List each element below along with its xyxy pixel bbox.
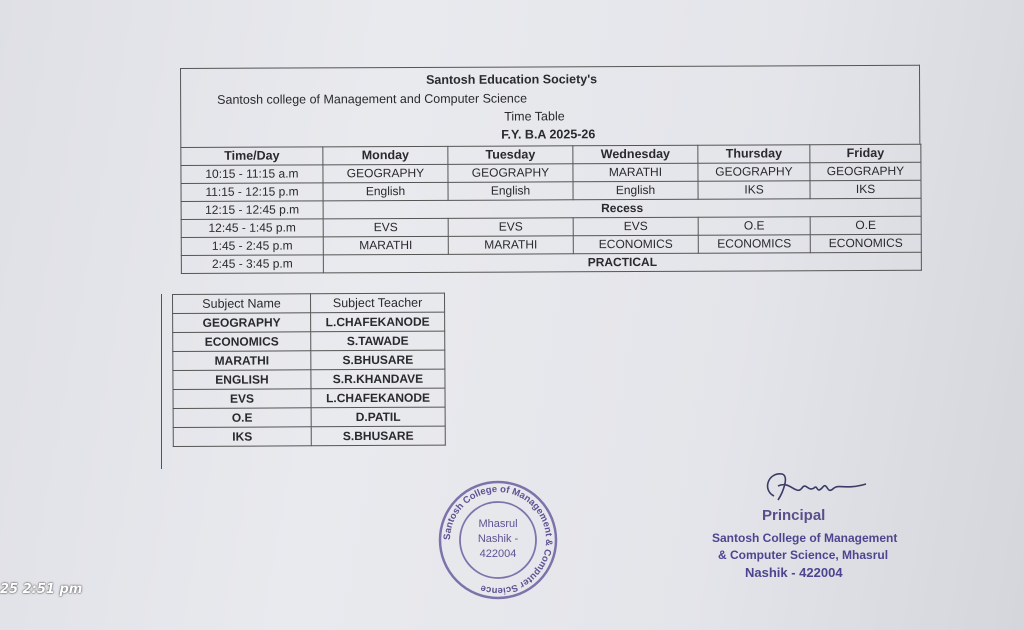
subject-cell: GEOGRAPHY	[448, 164, 573, 183]
society-name: Santosh Education Society's	[426, 72, 598, 87]
principal-signature	[760, 466, 880, 508]
teacher-name-cell: D.PATIL	[311, 407, 445, 427]
subject-cell: ECONOMICS	[573, 235, 698, 254]
time-cell: 12:15 - 12:45 p.m	[181, 201, 323, 220]
time-cell: 2:45 - 3:45 p.m	[181, 255, 323, 274]
table-row	[173, 369, 445, 389]
seal-center-line-1: Mhasrul	[478, 518, 518, 530]
seal-center-line-2: Nashik -	[477, 533, 519, 545]
principal-title: Principal	[762, 507, 826, 524]
table-border-line	[161, 294, 162, 469]
subject-name-cell: EVS	[173, 389, 311, 409]
column-header: Tuesday	[448, 146, 573, 165]
subject-name-cell: MARATHI	[173, 351, 311, 371]
document-title: Time Table	[504, 109, 565, 124]
teacher-name-cell: L.CHAFEKANODE	[311, 388, 445, 408]
subject-cell: GEOGRAPHY	[698, 163, 810, 181]
time-cell: 1:45 - 2:45 p.m	[181, 237, 323, 256]
subject-cell: O.E	[810, 216, 921, 234]
subject-cell: English	[448, 182, 573, 201]
table-row	[173, 312, 445, 332]
timetable-sheet	[180, 65, 921, 274]
subject-teacher-table	[172, 293, 446, 447]
span-cell: PRACTICAL	[323, 252, 921, 273]
teacher-name-cell: S.BHUSARE	[311, 350, 445, 370]
seal-ring-text: Santosh College of Management & Computer Science	[441, 483, 555, 597]
time-cell: 12:45 - 1:45 p.m	[181, 219, 323, 238]
column-header: Thursday	[698, 145, 810, 163]
teacher-name-cell: L.CHAFEKANODE	[311, 312, 445, 332]
table-row	[181, 252, 921, 273]
teacher-name-cell: S.TAWADE	[311, 331, 445, 351]
subject-header-row	[173, 293, 445, 313]
time-cell: 10:15 - 11:15 a.m	[181, 165, 323, 184]
subject-cell: O.E	[698, 217, 810, 235]
column-header: Friday	[810, 144, 921, 162]
timetable-table	[180, 144, 922, 274]
table-row	[173, 407, 445, 427]
subject-teacher-sheet	[172, 293, 446, 447]
subject-name-cell: GEOGRAPHY	[173, 313, 311, 333]
principal-stamp-line-1: Santosh College of Management	[712, 531, 898, 545]
time-cell: 11:15 - 12:15 p.m	[181, 183, 323, 202]
timetable-header	[180, 65, 920, 147]
column-header: Wednesday	[573, 145, 698, 164]
subject-cell: IKS	[810, 180, 921, 198]
column-header: Subject Teacher	[311, 293, 445, 313]
class-year: F.Y. B.A 2025-26	[501, 127, 596, 142]
column-header: Subject Name	[173, 294, 311, 314]
college-name: Santosh college of Management and Computer Science	[217, 91, 528, 107]
subject-cell: EVS	[448, 218, 573, 237]
table-row	[173, 426, 445, 446]
table-row	[173, 350, 445, 370]
subject-cell: English	[573, 181, 698, 200]
subject-cell: MARATHI	[323, 236, 448, 255]
table-row	[173, 388, 445, 408]
subject-name-cell: ENGLISH	[173, 370, 311, 390]
teacher-name-cell: S.R.KHANDAVE	[311, 369, 445, 389]
subject-name-cell: O.E	[173, 408, 311, 428]
table-row	[173, 331, 445, 351]
photo-timestamp: 25 2:51 pm	[0, 582, 83, 597]
column-header: Monday	[323, 146, 448, 165]
principal-stamp-line-2: & Computer Science, Mhasrul	[718, 548, 889, 562]
college-seal	[436, 478, 560, 602]
subject-cell: ECONOMICS	[810, 234, 921, 252]
column-header: Time/Day	[181, 147, 323, 166]
span-cell: Recess	[323, 198, 921, 219]
subject-cell: EVS	[573, 217, 698, 236]
subject-name-cell: IKS	[173, 427, 311, 447]
subject-cell: IKS	[698, 181, 810, 199]
subject-cell: MARATHI	[573, 163, 698, 182]
subject-name-cell: ECONOMICS	[173, 332, 311, 352]
subject-cell: MARATHI	[448, 236, 573, 255]
subject-cell: GEOGRAPHY	[323, 164, 448, 183]
principal-stamp-line-3: Nashik - 422004	[745, 565, 843, 580]
subject-cell: ECONOMICS	[698, 235, 810, 253]
subject-cell: GEOGRAPHY	[810, 162, 921, 180]
subject-cell: EVS	[323, 218, 448, 237]
seal-center-line-3: 422004	[479, 548, 517, 560]
teacher-name-cell: S.BHUSARE	[311, 426, 445, 446]
subject-cell: English	[323, 182, 448, 201]
